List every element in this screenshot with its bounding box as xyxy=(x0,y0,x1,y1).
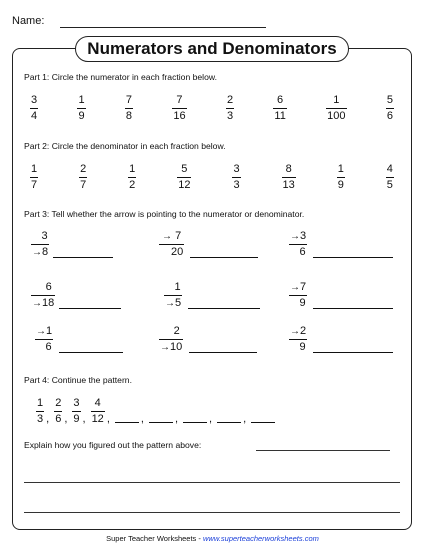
page-title: Numerators and Denominators xyxy=(75,36,349,62)
answer-line[interactable] xyxy=(24,512,400,513)
fraction[interactable]: $\frac{4}{5}$ xyxy=(386,163,393,191)
answer-blank[interactable] xyxy=(313,352,393,353)
arrow-icon: → xyxy=(290,326,300,337)
arrow-item: $\frac{\to 7}{9}$ xyxy=(288,282,393,309)
arrow-icon: → xyxy=(165,298,175,309)
part1-fraction-row xyxy=(24,95,400,122)
explain-prompt: Explain how you figured out the pattern above: xyxy=(24,440,202,450)
pattern-blank[interactable] xyxy=(183,422,207,423)
pattern-blank[interactable] xyxy=(115,422,139,423)
pattern-fraction: $\frac{1}{3}$ xyxy=(37,397,44,425)
fraction[interactable]: $\frac{5}{6}$ xyxy=(386,94,393,122)
fraction[interactable]: $\frac{7}{8}$ xyxy=(125,94,133,122)
answer-blank[interactable] xyxy=(313,308,393,309)
pattern-fraction: $\frac{2}{6}$ xyxy=(55,397,62,425)
arrow-icon: → xyxy=(36,326,46,337)
pattern-blank[interactable] xyxy=(217,422,241,423)
fraction[interactable]: $\frac{1}{100}$ xyxy=(327,94,346,122)
name-label: Name: xyxy=(12,15,45,27)
arrow-item: $\frac{1}{\to 5}$ xyxy=(163,282,260,309)
answer-blank[interactable] xyxy=(53,257,113,258)
arrow-icon: → xyxy=(290,282,300,293)
pattern-blank[interactable] xyxy=(251,422,275,423)
pattern-fraction: $\frac{4}{12}$ xyxy=(91,397,104,425)
answer-blank[interactable] xyxy=(190,257,258,258)
arrow-item: $\frac{\to 2}{9}$ xyxy=(288,326,393,353)
arrow-item: $\frac{6}{\to 18}$ xyxy=(30,282,121,309)
fraction[interactable]: $\frac{2}{3}$ xyxy=(226,94,234,122)
arrow-item: $\frac{\to 7}{20}$ xyxy=(158,231,258,258)
arrow-icon: → xyxy=(32,247,42,258)
arrow-item: $\frac{3}{\to 8}$ xyxy=(30,231,113,258)
arrow-item: $\frac{\to 3}{6}$ xyxy=(288,231,393,258)
footer xyxy=(0,534,425,543)
footer-text: Super Teacher Worksheets - xyxy=(106,534,203,543)
pattern-fraction: $\frac{3}{9}$ xyxy=(73,397,80,425)
part2-instruction: Part 2: Circle the denominator in each fraction below. xyxy=(24,141,226,151)
answer-blank[interactable] xyxy=(313,257,393,258)
fraction[interactable]: $\frac{1}{9}$ xyxy=(337,163,344,191)
pattern-row: $\frac{1}{3}$ , $\frac{2}{6}$ , $\frac{3}{9}$ , $\frac{4}{12}$ , , , , , xyxy=(36,398,275,425)
fraction[interactable]: $\frac{5}{12}$ xyxy=(178,163,191,191)
arrow-icon: → xyxy=(290,231,300,242)
part1-instruction: Part 1: Circle the numerator in each fraction below. xyxy=(24,72,217,82)
name-field[interactable] xyxy=(60,27,266,28)
arrow-icon: → xyxy=(160,342,170,353)
answer-line[interactable] xyxy=(24,482,400,483)
answer-blank[interactable] xyxy=(59,308,121,309)
fraction[interactable]: $\frac{8}{13}$ xyxy=(282,163,295,191)
fraction[interactable]: $\frac{7}{16}$ xyxy=(173,94,186,122)
part4-instruction: Part 4: Continue the pattern. xyxy=(24,375,132,385)
footer-link[interactable]: www.superteacherworksheets.com xyxy=(202,534,319,543)
part3-instruction: Part 3: Tell whether the arrow is pointing to the numerator or denominator. xyxy=(24,209,305,219)
fraction[interactable]: $\frac{2}{7}$ xyxy=(80,163,87,191)
part2-fraction-row xyxy=(24,164,400,191)
arrow-icon: → xyxy=(32,298,42,309)
arrow-item: $\frac{2}{\to 10}$ xyxy=(158,326,257,353)
pattern-blank[interactable] xyxy=(149,422,173,423)
fraction[interactable]: $\frac{6}{11}$ xyxy=(274,94,286,122)
fraction[interactable]: $\frac{3}{3}$ xyxy=(233,163,240,191)
fraction[interactable]: $\frac{1}{7}$ xyxy=(31,163,38,191)
answer-blank[interactable] xyxy=(59,352,123,353)
fraction[interactable]: $\frac{1}{2}$ xyxy=(129,163,136,191)
fraction[interactable]: $\frac{3}{4}$ xyxy=(31,94,38,122)
arrow-item: $\frac{\to 1}{6}$ xyxy=(34,326,123,353)
answer-blank[interactable] xyxy=(188,308,260,309)
arrow-icon: → xyxy=(162,231,173,242)
answer-blank[interactable] xyxy=(189,352,257,353)
fraction[interactable]: $\frac{1}{9}$ xyxy=(78,94,85,122)
explain-inline-line[interactable] xyxy=(256,450,390,451)
